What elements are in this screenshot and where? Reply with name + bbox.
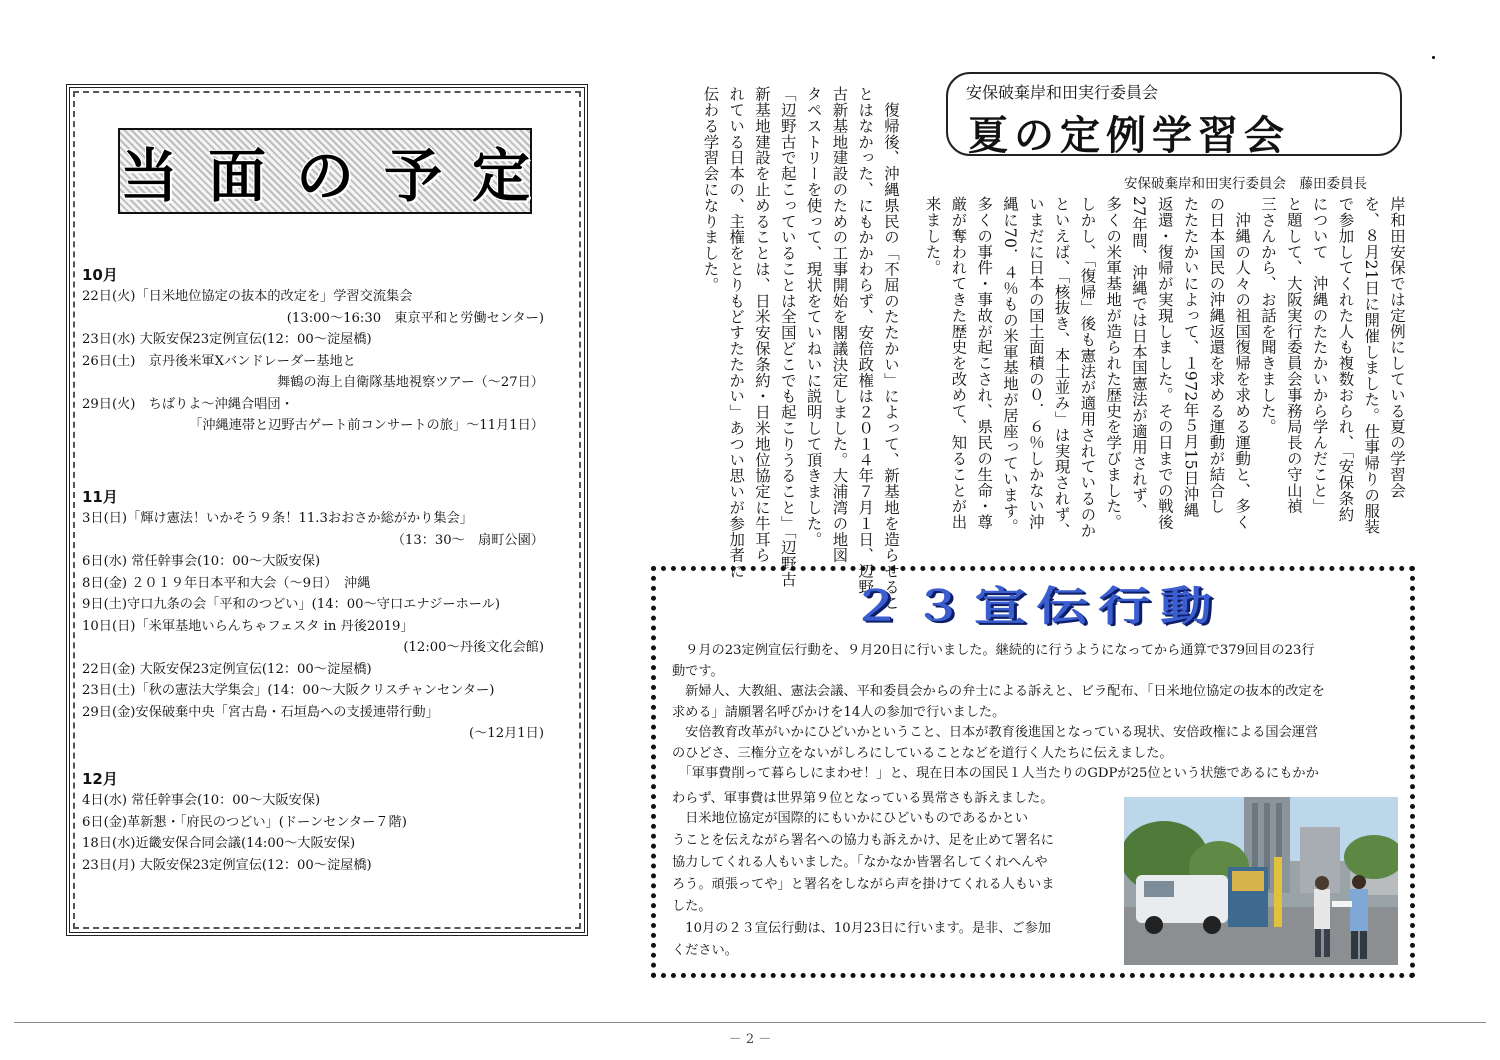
study-organizer: 安保破棄岸和田実行委員会 [966, 83, 1159, 102]
study-text-column: 多くの米軍基地が造られた歴史を学びました。 [1104, 196, 1123, 530]
campaign-text-line: ９月の23定例宣伝行動を、９月20日に行いました。継続的に行うようになってから通算で379回目の23行 [672, 643, 1315, 658]
footer-rule [14, 1022, 1486, 1023]
campaign-text-line: した。 [672, 899, 712, 914]
schedule-event: 4日(水) 常任幹事会(10：00～大阪安保) [82, 793, 321, 808]
photo-illustration [1124, 797, 1398, 965]
schedule-month-heading: 12月 [82, 770, 118, 788]
study-byline: 安保破棄岸和田実行委員会 藤田委員長 [1124, 176, 1367, 192]
study-text-column: と題して、大阪実行委員会事務局長の守山禎 [1284, 196, 1303, 514]
campaign-street-photo [1124, 797, 1398, 965]
schedule-event-continuation: (12:00～丹後文化会館) [403, 640, 544, 655]
schedule-event: 29日(火) ちばりよ～沖縄合唱団・ [82, 396, 294, 412]
study-text-column: タペストリーを使って、現状をていねいに説明して頂きました。 [804, 86, 823, 548]
study-text-column: 厳が奪われてきた歴史を改めて、知ることが出 [949, 196, 968, 530]
campaign-text-line: のひどさ、三権分立をないがしろにしていることなどを道行く人たちに伝えました。 [672, 745, 1173, 761]
study-text-column: 来ました。 [923, 196, 942, 276]
study-text-column: といえば、「核抜き、本土並み」は実現されず、 [1052, 196, 1071, 539]
schedule-event: 26日(土) 京丹後米軍Xバンドレーダー基地と [82, 353, 356, 369]
schedule-event-continuation: 舞鶴の海上自衛隊基地視察ツアー（～27日） [277, 375, 544, 390]
schedule-event-continuation: （13：30～ 扇町公園） [391, 532, 544, 548]
campaign-text-line: うことを伝えながら署名への協力も訴えかけ、足を止めて署名に [672, 833, 1054, 848]
schedule-panel [66, 84, 588, 936]
schedule-event-continuation: (～12月1日) [468, 726, 544, 741]
study-text-column: 古新基地建設のための工事開始を閣議決定しました。大浦湾の地図 [830, 86, 849, 563]
schedule-title: 当面の予定 [120, 142, 561, 210]
study-title: 夏の定例学習会 [968, 113, 1290, 159]
schedule-event: 22日(金) 大阪安保23定例宣伝(12：00～淀屋橋) [82, 661, 372, 677]
campaign-text-line: 求める」請願署名呼びかけを14人の参加で行いました。 [672, 704, 1006, 720]
schedule-event: 23日(月) 大阪安保23定例宣伝(12：00～淀屋橋) [82, 857, 372, 873]
study-text-column: しかし、「復帰」後も憲法が適用されているのか [1078, 196, 1097, 539]
campaign-panel [651, 566, 1415, 978]
campaign-text-line: ください。 [672, 943, 738, 958]
schedule-title-banner [118, 128, 561, 214]
schedule-event: 23日(水) 大阪安保23定例宣伝(12：00～淀屋橋) [82, 332, 372, 347]
study-text-column: れている日本の、主権をとりもどすたたかい」あつい思いが参加者に [727, 86, 746, 579]
campaign-title: ２３宣伝行動 [849, 583, 1222, 630]
campaign-text-line: 協力してくれる人もいました。「なかなか皆署名してくれへんや [672, 855, 1048, 870]
schedule-event: 10日(日)「米軍基地いらんちゃフェスタ in 丹後2019」 [82, 618, 414, 634]
schedule-month-heading: 10月 [82, 266, 118, 284]
study-text-column: とはなかった、にもかかわらず、安倍政権は２０１４年７月１日、辺野 [856, 86, 875, 595]
study-text-column: の日本国民の沖縄返還を求める運動が結合し [1207, 196, 1226, 514]
study-article-header [946, 72, 1402, 159]
study-text-column: について 沖縄のたたかいから学んだこと」 [1310, 196, 1329, 514]
schedule-event: 22日(火)「日米地位協定の抜本的改定を」学習交流集会 [82, 289, 413, 304]
corner-mark [1432, 56, 1435, 59]
campaign-text-line: 安倍教育改革がいかにひどいかということ、日本が教育後進国となっている現状、安倍政権による国会運営 [672, 725, 1319, 740]
campaign-text-line: ろう。頑張ってや」と署名をしながら声を掛けてくれる人もいま [672, 877, 1055, 892]
study-text-column: 新基地建設を止めることは、日米安保条約・日米地位協定に牛耳ら [753, 86, 771, 563]
campaign-text-line: 日米地位協定が国際的にもいかにひどいものであるかとい [672, 811, 1029, 826]
study-text-column: 「辺野古で起こっていることは全国どこでも起こりうること」「辺野古 [778, 86, 797, 588]
study-text-column: 岸和田安保では定例にしている夏の学習会 [1388, 196, 1406, 499]
schedule-event: 18日(水)近畿安保合同会議(14:00～大阪安保) [82, 836, 356, 851]
schedule-event: 29日(金)安保破棄中央「宮古島・石垣島への支援連帯行動」 [82, 704, 439, 720]
campaign-text-line: 10月の２３宣伝行動は、10月23日に行います。是非、ご参加 [672, 921, 1051, 936]
study-text-column: たたたかいによって、１972年５月15日沖縄 [1181, 196, 1200, 518]
schedule-event-continuation: (13:00～16:30 東京平和と労働センター) [286, 310, 544, 326]
study-text-column: 縄に70．４％もの米軍基地が居座っています。 [1001, 196, 1019, 535]
study-text-column: 復帰後、沖縄県民の「不屈のたたかい」によって、新基地を造らせるこ [882, 86, 900, 611]
study-text-column: で参加してくれた人も複数おられ、「安保条約 [1336, 196, 1355, 523]
study-text-column: を、８月21日に開催しました。仕事帰りの服装 [1362, 196, 1381, 535]
study-text-column: 多くの事件・事故が起こされ、県民の生命・尊 [975, 196, 994, 530]
schedule-event: 8日(金) ２０１９年日本平和大会（～9日） 沖縄 [82, 575, 371, 591]
schedule-event: 3日(日)「輝け憲法！いかそう９条！11.3おおさか総がかり集会」 [82, 511, 473, 526]
schedule-event: 9日(土)守口九条の会「平和のつどい」(14：00～守口エナジーホール) [82, 597, 501, 612]
schedule-event: 6日(金)革新懇・「府民のつどい」(ドーンセンター７階) [82, 814, 407, 830]
campaign-text-line: 新婦人、大教組、憲法会議、平和委員会からの弁士による訴えと、ビラ配布、「日米地位協定の抜本的改定を [672, 684, 1325, 699]
study-text-column: 沖縄の人々の祖国復帰を求める運動と、多く [1233, 196, 1252, 530]
study-text-column: いまだに日本の国土面積の０．６％しかない沖 [1026, 196, 1045, 530]
study-text-column: 27年間、沖縄では日本国憲法が適用されず、 [1130, 196, 1148, 519]
schedule-event: 6日(水) 常任幹事会(10：00～大阪安保) [82, 554, 321, 569]
campaign-text-line: わらず、軍事費は世界第９位となっている異常さも訴えました。 [672, 790, 1054, 806]
campaign-text-line: 動です。 [672, 663, 724, 679]
schedule-month-heading: 11月 [82, 488, 118, 506]
schedule-event: 23日(土)「秋の憲法大学集会」(14：00～大阪クリスチャンセンター) [82, 683, 495, 698]
campaign-text-line: 「軍事費削って暮らしにまわせ！」と、現在日本の国民１人当たりのGDPが25位という状態であるにもかか [672, 766, 1319, 781]
study-text-column: 伝わる学習会になりました。 [701, 86, 720, 293]
study-text-column: 返還・復帰が実現しました。その日までの戦後 [1155, 196, 1174, 530]
schedule-event-continuation: 「沖縄連帯と辺野古ゲート前コンサートの旅」～11月1日） [189, 418, 544, 433]
study-text-column: 三さんから、お話を聞きました。 [1259, 196, 1277, 435]
page-number: － 2 － [728, 1032, 772, 1047]
